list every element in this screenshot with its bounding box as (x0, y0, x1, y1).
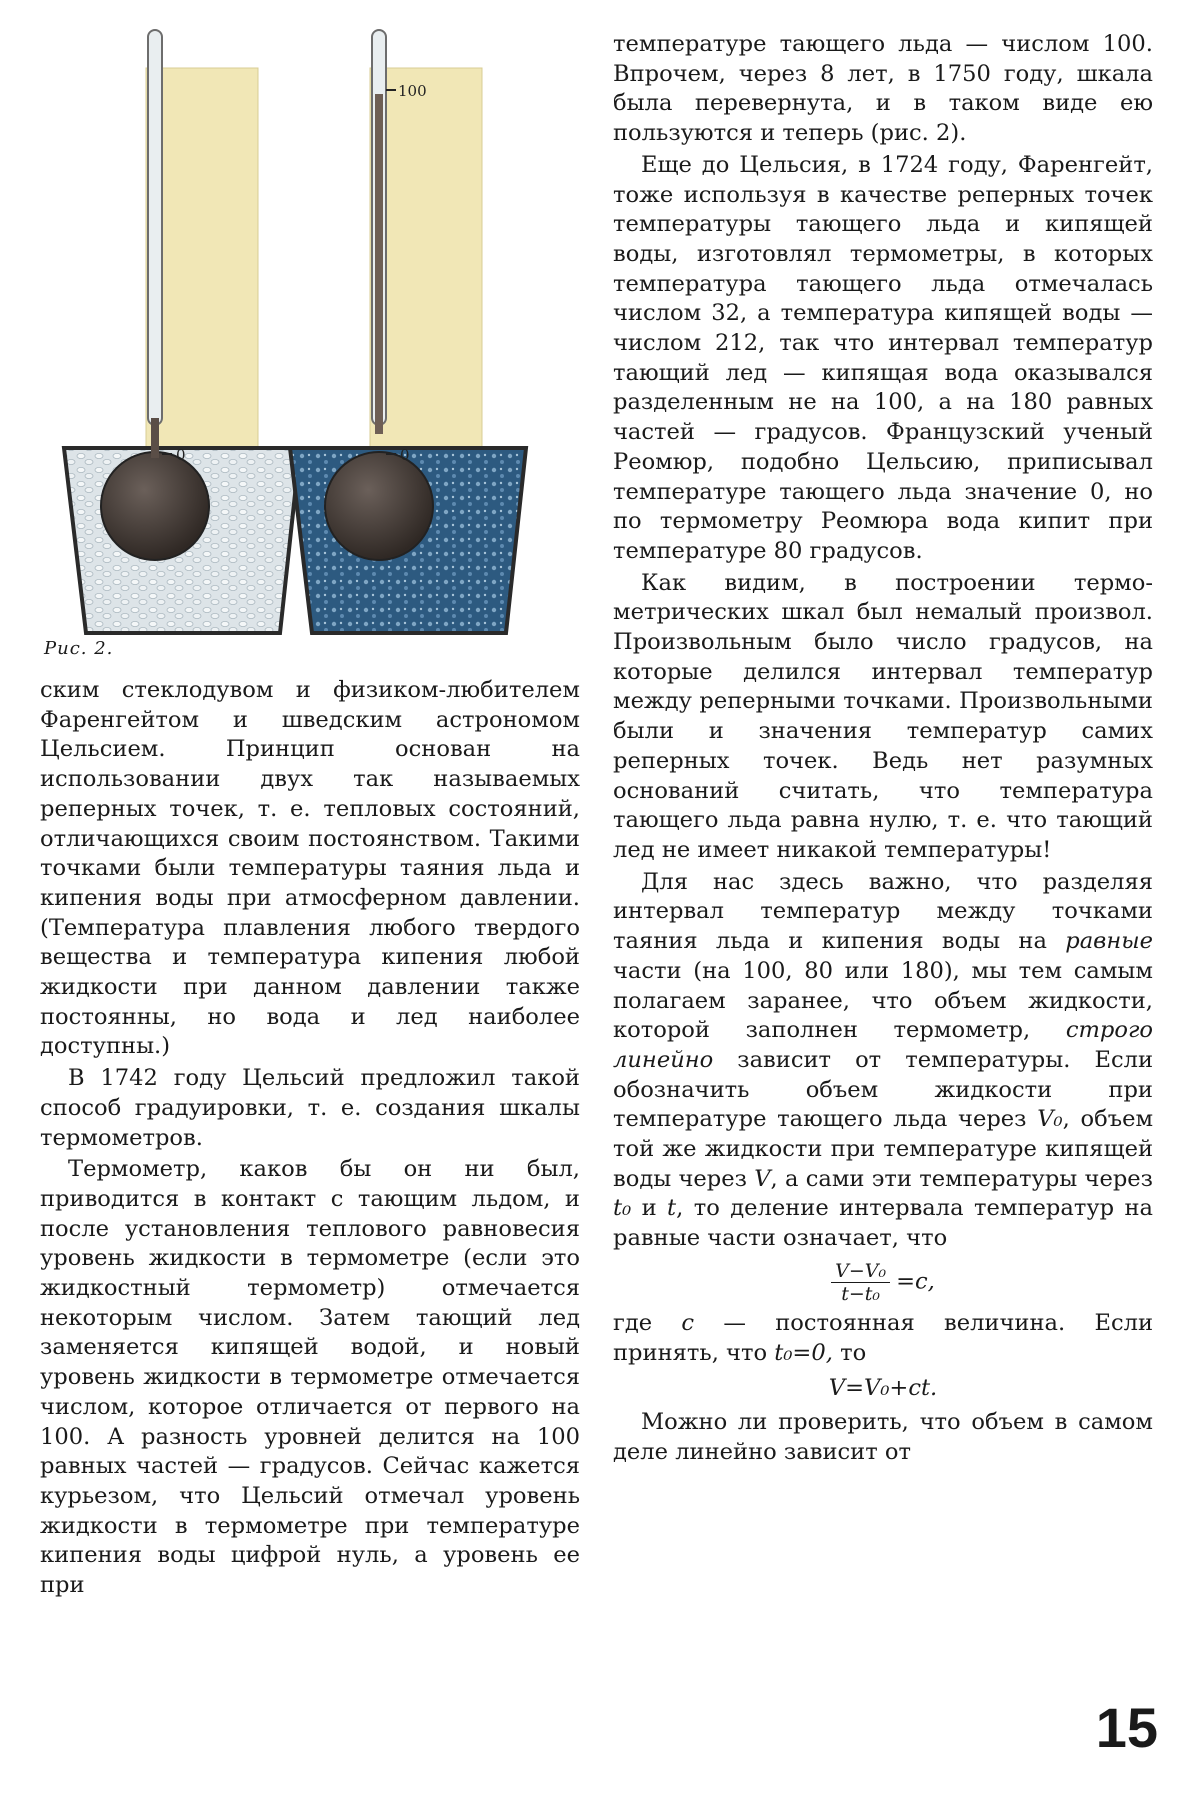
emphasis-linear: строго линейно (613, 1017, 1153, 1073)
left-paragraph-1: ским стеклодувом и физиком-любителем Фаренгейтом и шведским астрономом Цельсием. Принцип основан на использовании двух так называемых реперных точек, т. е. тепловых состояний, отличающихся своим постоянством. Такими точками были температуры таяния льда и кипения воды при атмосферном давлении. (Температура плавления любого твердого вещества и температура кипения любой жидкости при данном давлении также постоянны, но вода и лед наиболее доступны.) (40, 677, 580, 1060)
right-paragraph-2: Еще до Цельсия, в 1724 году, Фаренгейт, тоже используя в качестве реперных точек температуры тающего льда и кипящей воды, изготовлял термометры, в которых температура тающего льда отмечалась числом 32, а температура кипящей воды — числом 212, так что интервал температур тающий лед — кипящая вода оказывался разделенным не на 100, а на 180 равных частей — градусов. Французский ученый Реомюр, подобно Цельсию, приписывал температуре тающего льда значение 0, но по термометру Реомюра вода кипит при температуре 80 градусов. (613, 151, 1153, 564)
left-column (40, 676, 580, 1601)
formula-linear: V=V₀+ct. (828, 1375, 938, 1402)
left-paragraph-2: В 1742 году Цельсий предложил такой способ градуировки, т. е. создания шкалы термометров. (40, 1065, 580, 1151)
thermometer-figure (58, 18, 578, 663)
p4-text-d: , объем той же жидкости при температуре кипящей воды через (613, 1106, 1154, 1192)
p4-text-b: части (на 100, 80 или 180), мы тем самым полагаем заранее, что объем жидкости, которой заполнен термометр, (613, 957, 1153, 1044)
symbol-v0: V₀ (1037, 1106, 1063, 1133)
p4-text-c: зависит от температуры. Если обозначить объем жидкости при температуре тающего льда через (613, 1046, 1154, 1133)
formula-rhs: =c, (896, 1268, 935, 1295)
symbol-v: V (754, 1165, 771, 1192)
symbol-t0-zero: t₀=0, (774, 1339, 833, 1366)
formula-numerator: V−V₀ (831, 1260, 890, 1283)
right-paragraph-5 (613, 1309, 1153, 1368)
water-thermometer (290, 30, 526, 633)
ice-thermometer (64, 30, 300, 633)
p4-text-a: Для нас здесь важно, что разделяя интервал температур между точками таяния льда и кипения воды на (613, 868, 1153, 955)
formula-ratio (613, 1260, 1153, 1305)
figure-caption: Рис. 2. (44, 638, 114, 659)
symbol-t0: t₀ (613, 1195, 632, 1222)
symbol-c: c (681, 1309, 695, 1336)
left-zero-mark: 0 (176, 446, 186, 464)
p5-text-b: — постоянная величина. Если принять, что (613, 1309, 1154, 1366)
right-paragraph-6: Можно ли проверить, что объем в самом деле линейно зависит от (613, 1408, 1153, 1465)
page-number: 15 (1095, 1696, 1158, 1759)
formula-denominator: t−t₀ (841, 1282, 880, 1305)
p4-text-g: , то деление интервала температур на равные части означает, что (613, 1195, 1154, 1252)
right-paragraph-4 (613, 868, 1153, 1254)
thermometers-illustration (58, 18, 578, 663)
right-column (613, 30, 1153, 1467)
p4-text-f: и (641, 1195, 657, 1222)
right-paragraph-3: Как видим, в построении термометрических шкал был немалый произвол. Произвольным было число градусов, на которые делился интервал температур между реперными точками. Произвольными были и значения температур самих реперных точек. Ведь нет разумных оснований считать, что температура тающего льда равна нулю, т. е. что тающий лед не имеет никакой температуры! (613, 569, 1153, 863)
emphasis-equal: равные (1065, 928, 1153, 955)
symbol-t: t (667, 1195, 677, 1222)
right-hundred-mark: 100 (398, 82, 427, 100)
p5-text-a: где (613, 1309, 653, 1336)
right-zero-mark: 0 (400, 446, 410, 464)
p4-text-e: , а сами эти температуры через (770, 1165, 1153, 1192)
p5-text-to: то (840, 1339, 867, 1366)
right-paragraph-1: температуре тающего льда — числом 100. Впрочем, через 8 лет, в 1750 году, шкала была перевернута, и в таком виде ею пользуются и теперь (рис. 2). (613, 31, 1153, 147)
formula-fraction (831, 1260, 890, 1305)
left-paragraph-3: Термометр, каков бы он ни был, приводится в контакт с тающим льдом, и после установления теплового равновесия уровень жидкости в термометре (если это жидкостный термометр) отмечается некоторым числом. Затем тающий лед заменяется кипящей водой, и новый уровень жидкости в термометре отмечается числом, которое отличается от первого на 100. А разность уровней делится на 100 равных частей — градусов. Сейчас кажется курьезом, что Цельсий отмечал уровень жидкости в термометре при температуре кипения воды цифрой нуль, а уровень ее при (40, 1156, 580, 1599)
